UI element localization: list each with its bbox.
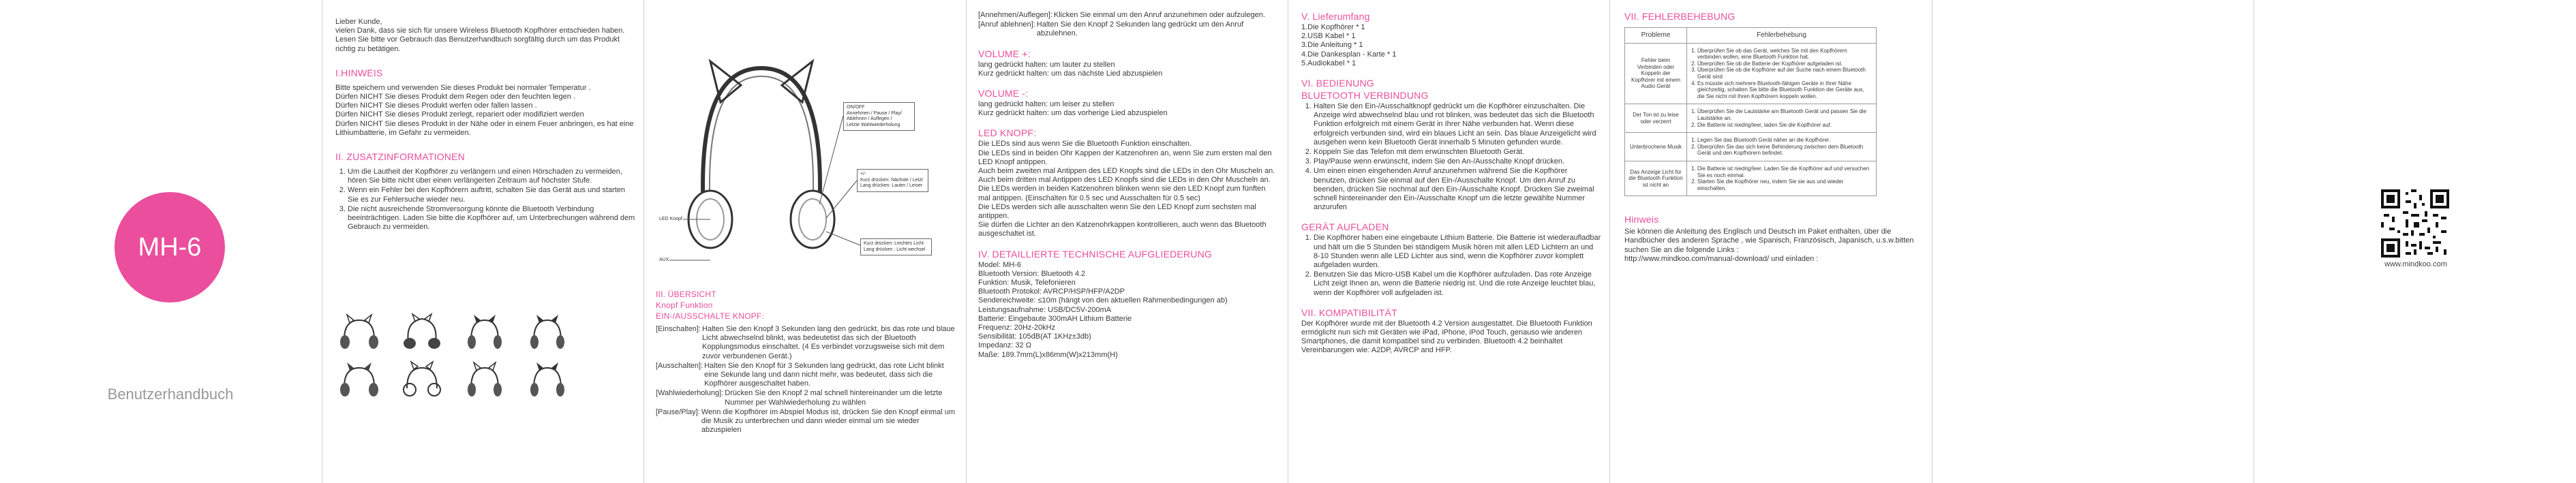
headphone-variant-image	[337, 360, 381, 399]
kompat-text: Der Kopfhörer wurde mit der Bluetooth 4.2 Version ausgestattet. Die Bluetooth Funktion ermöglicht nun sich mit Geräten wie iPad, iPhone, iPod Touch, genauso wie anderen Smartphones, die damit kompatibel sind zu verbinden. Bluetooth 4.2 beinhaltet Vereinbarungen wie: A2DP, AVRCP and HFP.	[1301, 319, 1592, 355]
fix-item: 1. Legen Sie das Bluetooth Gerät näher an die Kopfhörer.	[1697, 137, 1873, 144]
fix-item: 2. Die Batterie ist niedrig/leer, laden Sie die Kopfhörer auf.	[1697, 122, 1873, 129]
fix-cell	[1687, 133, 1877, 161]
model-logo-text: MH-6	[138, 232, 202, 262]
problem-cell: Der Ton ist zu leise oder verzerrt	[1625, 104, 1687, 133]
list-item: 2. Benutzen Sie das Micro-USB Kabel um die Kopfhörer aufzuladen. Das rote Anzeige Licht zeigt Ihnen an, wenn die Batterie niedrig ist. Und die rote Anzeige leuchtet blau, wenn der Kopfhörer voll aufgeladen ist.	[1314, 270, 1601, 298]
fix-item: 2. Überprüfen Sie das sich keine Behinderung zwischen dem Bluetooth Gerät und den Kopfhörern befindet.	[1697, 144, 1873, 157]
list-item: 1. Die Kopfhörer haben eine eingebaute Lithium Batterie. Die Batterie ist wiederaufladbar und hält um die 5 Stunden bei ständigem Musik hören mit allen LED Lichtern an und 8-10 Stunden wenn alle LED Lichter aus sind, wenn die Kopfhörer zuvor komplett aufgeladen wurden.	[1314, 234, 1601, 270]
website-url[interactable]: www.mindkoo.com	[2384, 260, 2447, 268]
fold-line	[1609, 0, 1610, 483]
headphone-variant-image	[400, 312, 444, 352]
fix-cell	[1687, 43, 1877, 104]
headphone-variant-image	[463, 312, 506, 352]
led-line: Die LEDs werden in beiden Katzenohren blinken wenn sie den LED Knopf zum fünften mal antippen. (Einschalten für 0.5 sec und Ausschalten für 0.5 sec)	[978, 185, 1266, 202]
fix-item: 3. Überprüfen Sie ob die Kopfhörer auf der Suche nach einem Bluetooth Gerät sind	[1697, 67, 1873, 80]
button-function-desc: Halten Sie den Knopf 3 Sekunden lang den gedrückt, bis das rote und blaue Licht abwechselnd blinkt, was bedeutetist das sich der Bluetooth Kopplungsmodus einschaltet. (4 Es verbindet vorzugsweise sich mit dem zuvor verbundenen Gerät.)	[702, 325, 955, 360]
kompat-title: VII. KOMPATIBILITÄT	[1301, 307, 1397, 318]
laden-title: GERÄT AUFLADEN	[1301, 221, 1389, 233]
hinweis-line: Dürfen NICHT Sie dieses Produkt zerlegt, repariert oder modifiziert werden	[335, 110, 584, 119]
column-overview	[656, 0, 956, 483]
volume-plus-title: VOLUME +:	[978, 48, 1031, 59]
button-function-desc: Klicken Sie einmal um den Anruf anzunehmen oder aufzulegen.	[1053, 11, 1265, 19]
button-function-desc: Drücken Sie den Knopf 2 mal schnell hintereinander um die letzte Nummer per Wahlwiederholung zu wählen	[725, 389, 943, 407]
hinweis-line: Dürfen NICHT Sie dieses Produkt dem Regen oder den feuchten legen .	[335, 93, 575, 102]
table-row	[1625, 133, 1877, 161]
fix-cell	[1687, 161, 1877, 196]
callout-line: +/-	[860, 172, 866, 176]
tech-spec: Leistungsaufnahme: USB/DC5V-200mA	[978, 305, 1112, 314]
tech-spec: Funktion: Musik, Telefonieren	[978, 279, 1076, 287]
headphone-variant-image	[337, 312, 381, 352]
table-header-row	[1625, 28, 1877, 44]
list-item: 4. Um einen einen eingehenden Anruf anzunehmen während Sie die Kopfhörer benutzen, drücken Sie einmal auf den Ein-/Ausschalte Knopf. Um den Anruf zu beenden, drücken Sie nochmal auf den Ein-/Ausschalte Knopf. Drücken Sie zweimal schnell hintereinander den Ein-/Ausschalte Knopf um die letzte gewählte Nummer anzurufen	[1314, 167, 1601, 212]
callout-line: ON/OFF	[847, 105, 865, 110]
problem-cell: Fehler beim Verbinden oder Koppeln der Kopfhörer mit einem Audio Gerät	[1625, 43, 1687, 104]
bedienung-title: VI. BEDIENUNG	[1301, 78, 1374, 89]
callout-line: Ablehnen / Auflegen /	[847, 116, 892, 121]
led-line: Sie dürfen die Lichter an den Katzenohrkappen kontrollieren, auch wenn das Bluetooth ausgeschaltet ist.	[978, 221, 1267, 238]
list-item: 2. Wenn ein Fehler bei den Kopfhörern auftritt, schalten Sie das Gerät aus und starten Sie es zur Fehlersuche wieder neu.	[348, 186, 635, 204]
qr-code-image	[2381, 189, 2449, 258]
column-intro	[335, 0, 635, 483]
table-header: Fehlerbehebung	[1687, 28, 1877, 44]
lieferumfang-item: 2.USB Kabel * 1	[1301, 32, 1356, 41]
label-led-knopf: LED Knopf	[659, 217, 682, 221]
list-item: 3. Die nicht ausreichende Stromversorgung könnte die Bluetooth Verbindung beeinträchtigen. Laden Sie bitte die Kopfhörer auf, um Unterbrechungen während dem Gebrauch zu vermeiden.	[348, 205, 635, 232]
button-function-row	[656, 362, 956, 389]
table-row	[1625, 104, 1877, 133]
tech-title: IV. DETAILLIERTE TECHNISCHE AUFGLIEDERUNG	[978, 248, 1212, 260]
zusatz-list	[335, 168, 635, 232]
table-row	[1625, 161, 1877, 196]
intro-greeting: Lieber Kunde,	[335, 18, 382, 26]
button-function-row	[978, 11, 1278, 20]
headphone-variant-image	[400, 360, 444, 399]
list-item: 1. Halten Sie den Ein-/Ausschaltknopf gedrückt um die Kopfhörer einzuschalten. Die Anzeige wird abwechselnd blau und rot blinken, was bedeutet das sich die Bluetooth Funktion erfolgreich mit einem Gerät in Ihrer Nähe verbunden hat. Wenn diese erfolgreich verbunden sind, wird ein blaues Licht an sein. Das blaue Anzeigelicht wird ausgehen wenn kein Bluetooth Gerät innerhalb 5 Minuten gefunden wurde.	[1314, 102, 1601, 147]
trouble-table	[1624, 27, 1877, 196]
fix-item: 1. Überprüfen Sie die Lautstärke am Bluetooth Gerät und passen Sie die Lautstärke an.	[1697, 108, 1873, 121]
model-logo-badge	[115, 192, 225, 302]
tech-spec: Frequenz: 20Hz-20kHz	[978, 324, 1056, 332]
label-aux: AUX	[659, 258, 669, 262]
button-function-key: [Pause/Play]:	[656, 407, 700, 416]
led-line: Die LEDs sind aus wenn Sie die Bluetooth Funktion einschalten.	[978, 140, 1192, 149]
list-item: 1. Um die Lautheit der Kopfhörer zu verlängern und einen Hörschaden zu vermeiden, hören Sie bitte nicht über einen verlängerten Zeitraum auf höchster Stufe.	[348, 168, 635, 185]
button-function-key: [Einschalten]:	[656, 325, 701, 333]
list-item: 3. Play/Pause wenn erwünscht, indem Sie den An-/Ausschalte Knopf drücken.	[1314, 157, 1601, 166]
volume-plus-line: lang gedrückt halten: um lauter zu stellen	[978, 60, 1115, 69]
led-line: Die LEDs werden sich alle ausschalten wenn Sie den LED Knopf zum sechsten mal antippen.	[978, 202, 1256, 221]
tech-spec: Bluetooth Version: Bluetooth 4.2	[978, 269, 1086, 278]
column-troubleshooting	[1624, 0, 1924, 483]
list-item: 2. Koppeln Sie das Telefon mit dem erwünschten Bluetooth Gerät.	[1314, 148, 1601, 157]
button-function-row	[656, 408, 956, 435]
fold-line	[1932, 0, 1933, 483]
tech-spec: Batterie: Eingebaute 300mAH Lithium Batterie	[978, 314, 1132, 323]
fix-item: 1. Überprüfen Sie ob das Gerät, welches Sie mit den Kopfhörern verbinden wollen, eine Bluetooth Funktion hat.	[1697, 48, 1873, 61]
led-line: Auch beim dritten mal Antippen des LED Knopfs sind die LEDs in den Ohr Muscheln an.	[978, 176, 1271, 185]
headphone-variants	[337, 312, 569, 407]
tech-spec: Sensibilität: 105dB(AT 1KHz±3db)	[978, 332, 1091, 341]
fehler-title: VII. FEHLERBEHEBUNG	[1624, 11, 1736, 22]
table-header: Probleme	[1625, 28, 1687, 44]
callout-line: Kurz drücken: Nächste / Letzt	[860, 177, 923, 183]
volume-minus-title: VOLUME -:	[978, 88, 1029, 99]
button-function-desc: Wenn die Kopfhörer im Abspiel Modus ist, drücken Sie den Knopf einmal um die Musik zu unterbrechen und dann wieder einmal um sie wieder abzuspielen	[701, 407, 955, 435]
knopf-funktion-title: Knopf Funktion	[656, 300, 713, 310]
bluetooth-steps	[1301, 102, 1601, 212]
callout-line: Lang drücken: Lauter / Leiser	[860, 183, 923, 188]
hinweis-line: Dürfen NICHT Sie dieses Produkt in der Nähe oder in einem Feuer anbringen, es hat eine Lithiumbatterie, im Gefahr zu vermeiden.	[335, 119, 634, 137]
laden-steps	[1301, 234, 1601, 297]
button-function-row	[656, 325, 956, 361]
tech-spec: Model: MH-6	[978, 260, 1021, 269]
lieferumfang-item: 3.Die Anleitung * 1	[1301, 41, 1363, 50]
led-line: Auch beim zweiten mal Antippen des LED Knopfs sind die LEDs in den Ohr Muscheln an.	[978, 167, 1275, 176]
hinweis-line: Dürfen NICHT Sie dieses Produkt werfen oder fallen lassen .	[335, 102, 537, 110]
hinweis2-text: Sie können die Anleitung des Englisch und Deutsch im Paket enthalten, über die Handbücher des anderen Sprache , wie Spanisch, Französisch, Japanisch, u.s.w.bitten suchen Sie an die folgende Links :	[1624, 228, 1914, 254]
hinweis2-title: Hinweis	[1624, 214, 1659, 225]
problem-cell: Unterbrochene Musik	[1625, 133, 1687, 161]
callout-line: Lang drücken : Licht wechsel	[864, 247, 926, 252]
tech-spec: Bluetooth Protokol: AVRCP/HSP/HFP/A2DP	[978, 287, 1125, 296]
intro-text: vielen Dank, dass sie sich für unsere Wireless Bluetooth Kopfhörer entschieden haben. Lesen Sie bitte vor Gebrauch das Benutzerhandbuch sorgfältig durch um das Produkt richtig zu betätigen.	[335, 27, 625, 53]
fix-cell	[1687, 104, 1877, 133]
tech-spec: Impedanz: 32 Ω	[978, 341, 1031, 350]
fold-line	[966, 0, 967, 483]
section-hinweis-title: I.HINWEIS	[335, 67, 383, 78]
einaus-knopf-title: EIN-/AUSSCHALTE KNOPF:	[656, 311, 764, 321]
cover-title: Benutzerhandbuch	[107, 386, 234, 403]
lieferumfang-item: 4.Die Dankesplan - Karte * 1	[1301, 50, 1397, 59]
fix-item: 4. Es müsste sich mehrere Bluetooth-fähigen Geräte in Ihrer Nähe gleichzeitig, schalten Sie bitte die Bluetooth Funktion der Geräte aus, die Sie nicht mit Ihren Kopfhörern koppeln wollen.	[1697, 80, 1873, 100]
button-function-row	[978, 20, 1278, 38]
fix-item: 2. Überprüfen Sie ob die Batterie der Kopfhörer aufgeladen ist.	[1697, 61, 1873, 67]
button-function-row	[656, 389, 956, 407]
button-function-key: [Wahlwiederholung]:	[656, 389, 724, 398]
section-uebersicht-title: III. ÜBERSICHT	[656, 290, 716, 299]
callout-line: Annehmen / Pause / Play/	[847, 110, 902, 116]
fix-item: 2. Starten Sie die Kopfhörer neu, indem Sie sie aus und wieder einschalten.	[1697, 178, 1873, 191]
button-function-key: [Annehmen/Auflegen]:	[978, 11, 1052, 19]
section-zusatz-title: II. ZUSATZINFORMATIONEN	[335, 151, 465, 163]
led-knopf-title: LED KNOPF:	[978, 127, 1037, 139]
problem-cell: Das Anzeige Licht für die Bluetooth Funktion ist nicht an	[1625, 161, 1687, 196]
tech-spec: Sendereichweite: ≤10m (hängt von den aktuellen Rahmenbedingungen ab)	[978, 296, 1228, 305]
headphone-variant-image	[463, 360, 506, 399]
fix-item: 1. Die Batterie ist niedrig/leer. Laden Sie die Kopfhörer auf und versuchen Sie es noch einmal.	[1697, 166, 1873, 178]
headphone-variant-image	[526, 312, 569, 352]
lieferumfang-item: 5.Audiokabel * 1	[1301, 59, 1357, 67]
volume-minus-line: lang gedrückt halten: um leiser zu stellen	[978, 100, 1115, 109]
volume-minus-line: Kurz gedrückt halten: um das vorherige Lied abzuspielen	[978, 109, 1168, 118]
volume-plus-line: Kurz gedrückt halten: um das nächste Lied abzuspielen	[978, 69, 1163, 78]
tech-spec: Maße: 189.7mm(L)x86mm(W)x213mm(H)	[978, 350, 1118, 359]
button-function-key: [Anruf ablehnen]:	[978, 20, 1035, 29]
callout-line: Kurz drücken: Leichtes Licht	[864, 241, 924, 246]
headphone-variant-image	[526, 360, 569, 399]
button-function-key: [Ausschalten]:	[656, 361, 703, 370]
bluetooth-title: BLUETOOTH VERBINDUNG	[1301, 90, 1429, 102]
fold-line	[643, 0, 644, 483]
table-row	[1625, 43, 1877, 104]
manual-download-link[interactable]: http://www.mindkoo.com/manual-download/ und einladen :	[1624, 254, 1819, 263]
button-function-desc: Halten Sie den Knopf 2 Sekunden lang gedrückt um den Anruf abzulehnen.	[1036, 20, 1244, 38]
column-controls	[978, 0, 1278, 483]
callout-line: Letzte Wahlwiederholung	[847, 122, 900, 127]
lieferumfang-item: 1.Die Kopfhörer * 1	[1301, 23, 1365, 31]
hinweis-line: Bitte speichern und verwenden Sie dieses Produkt bei normaler Temperatur .	[335, 83, 591, 92]
button-function-desc: Halten Sie den Knopf für 3 Sekunden lang gedrückt, das rote Licht blinkt eine Sekunde lang und dann nicht mehr, was bedeutet, dass sich die Kopfhörer ausgeschaltet haben.	[704, 361, 944, 388]
lieferumfang-title: V. Lieferumfang	[1301, 11, 1370, 22]
led-line: Die LEDs sind in beiden Ohr Kappen der Katzenohren an, wenn Sie zum ersten mal den LED Knopf antippen.	[978, 149, 1272, 166]
column-operation	[1301, 0, 1601, 483]
